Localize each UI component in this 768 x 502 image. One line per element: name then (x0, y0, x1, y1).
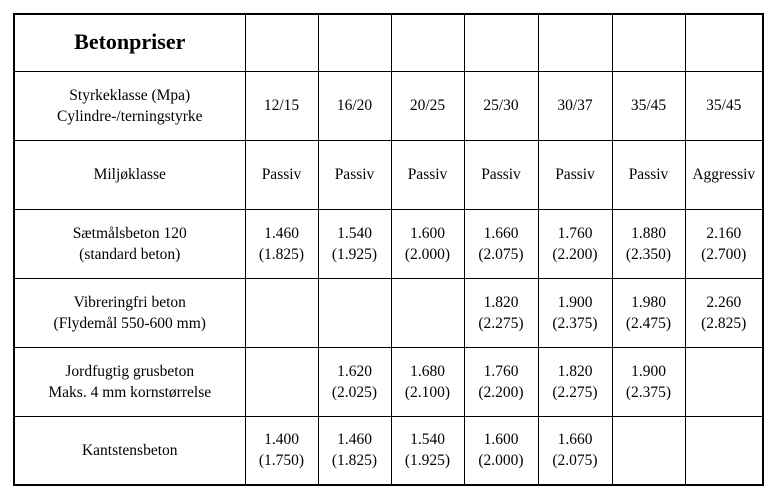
price-incl-value: (2.700) (701, 245, 747, 263)
price-value: 1.540 (337, 224, 372, 242)
price-value: 1.820 (557, 362, 593, 380)
product-label (14, 416, 245, 485)
product-label-line1: Sætmålsbeton 120 (72, 224, 187, 242)
price-cell (538, 416, 612, 485)
environment-class-value: Passiv (612, 140, 685, 209)
price-incl-value: (1.925) (331, 245, 378, 263)
price-cell (318, 416, 391, 485)
empty-cell (612, 14, 685, 71)
strength-label-line2: Cylindre-/terningstyrke (57, 107, 203, 125)
price-cell (464, 278, 538, 347)
price-cell (245, 416, 318, 485)
price-cell (391, 416, 464, 485)
environment-class-value: Passiv (391, 140, 464, 209)
price-cell (245, 278, 318, 347)
empty-cell (464, 14, 538, 71)
strength-class-value: 16/20 (318, 71, 391, 140)
price-cell (538, 278, 612, 347)
strength-class-value: 35/45 (685, 71, 763, 140)
price-incl-value: (2.000) (404, 245, 451, 263)
price-incl-value: (1.925) (404, 452, 451, 470)
price-cell (245, 209, 318, 278)
price-cell (685, 416, 763, 485)
price-incl-value: (2.825) (701, 314, 747, 332)
environment-class-value: Aggressiv (685, 140, 763, 209)
price-value: 1.460 (264, 224, 299, 242)
empty-cell (538, 14, 612, 71)
environment-class-value: Passiv (464, 140, 538, 209)
price-value: 1.460 (337, 431, 372, 449)
price-cell (245, 347, 318, 416)
price-value: 1.760 (557, 224, 593, 242)
price-value: 2.160 (706, 224, 742, 242)
price-incl-value: (2.075) (478, 245, 524, 263)
product-row (14, 278, 763, 347)
strength-class-value: 12/15 (245, 71, 318, 140)
product-label-line2: (Flydemål 550-600 mm) (53, 314, 206, 332)
price-value: 1.820 (483, 293, 519, 311)
product-label (14, 278, 245, 347)
environment-class-label: Miljøklasse (14, 140, 245, 209)
strength-class-value: 35/45 (612, 71, 685, 140)
price-incl-value: (1.750) (258, 452, 305, 470)
environment-class-value: Passiv (538, 140, 612, 209)
price-value: 1.660 (483, 224, 519, 242)
price-cell (391, 209, 464, 278)
price-incl-value: (2.200) (478, 383, 524, 401)
strength-class-row (14, 71, 763, 140)
price-incl-value: (1.825) (331, 452, 378, 470)
price-cell (318, 278, 391, 347)
product-row (14, 416, 763, 485)
price-cell (318, 347, 391, 416)
price-cell (391, 278, 464, 347)
price-incl-value: (2.100) (404, 383, 451, 401)
empty-cell (318, 14, 391, 71)
empty-cell (391, 14, 464, 71)
price-cell (612, 347, 685, 416)
price-incl-value: (2.200) (552, 245, 598, 263)
price-cell (612, 278, 685, 347)
environment-class-value: Passiv (245, 140, 318, 209)
table-title: Betonpriser (74, 28, 186, 54)
price-value: 1.540 (410, 431, 445, 449)
product-label-line1: Kantstensbeton (81, 441, 178, 459)
price-cell (685, 347, 763, 416)
product-row (14, 347, 763, 416)
price-cell (318, 209, 391, 278)
strength-class-label (14, 71, 245, 140)
price-incl-value: (2.275) (478, 314, 524, 332)
product-label-line1: Vibreringfri beton (73, 293, 186, 311)
price-value: 1.400 (264, 431, 299, 449)
price-cell (538, 347, 612, 416)
price-cell (685, 278, 763, 347)
price-cell (612, 209, 685, 278)
price-cell (464, 209, 538, 278)
price-value: 1.980 (631, 293, 666, 311)
table-title-cell (14, 14, 245, 71)
price-value: 1.900 (557, 293, 593, 311)
price-value: 1.900 (631, 362, 666, 380)
price-value: 1.600 (410, 224, 445, 242)
price-incl-value: (1.825) (258, 245, 305, 263)
price-value: 1.760 (483, 362, 519, 380)
price-cell (464, 347, 538, 416)
price-incl-value: (2.075) (552, 452, 598, 470)
price-value: 1.680 (410, 362, 445, 380)
strength-class-value: 30/37 (538, 71, 612, 140)
price-cell (538, 209, 612, 278)
product-label-line1: Jordfugtig grusbeton (65, 362, 195, 380)
environment-class-row (14, 140, 763, 209)
environment-class-value: Passiv (318, 140, 391, 209)
price-value: 1.880 (631, 224, 666, 242)
product-label-line2: Maks. 4 mm kornstørrelse (48, 383, 212, 401)
title-row (14, 14, 763, 71)
price-incl-value: (2.275) (552, 383, 598, 401)
price-incl-value: (2.475) (625, 314, 672, 332)
price-incl-value: (2.025) (331, 383, 378, 401)
price-cell (685, 209, 763, 278)
price-cell (612, 416, 685, 485)
concrete-price-table (13, 13, 764, 486)
product-label (14, 347, 245, 416)
product-label (14, 209, 245, 278)
price-cell (391, 347, 464, 416)
empty-cell (685, 14, 763, 71)
price-value: 1.600 (483, 431, 519, 449)
product-row (14, 209, 763, 278)
price-incl-value: (2.375) (552, 314, 598, 332)
price-value: 1.660 (557, 431, 593, 449)
price-incl-value: (2.000) (478, 452, 524, 470)
price-value: 2.260 (706, 293, 742, 311)
product-label-line2: (standard beton) (79, 245, 181, 263)
price-incl-value: (2.350) (625, 245, 672, 263)
price-incl-value: (2.375) (625, 383, 672, 401)
empty-cell (245, 14, 318, 71)
price-cell (464, 416, 538, 485)
strength-class-value: 25/30 (464, 71, 538, 140)
strength-class-value: 20/25 (391, 71, 464, 140)
price-value: 1.620 (337, 362, 372, 380)
strength-label-line1: Styrkeklasse (Mpa) (69, 86, 191, 104)
